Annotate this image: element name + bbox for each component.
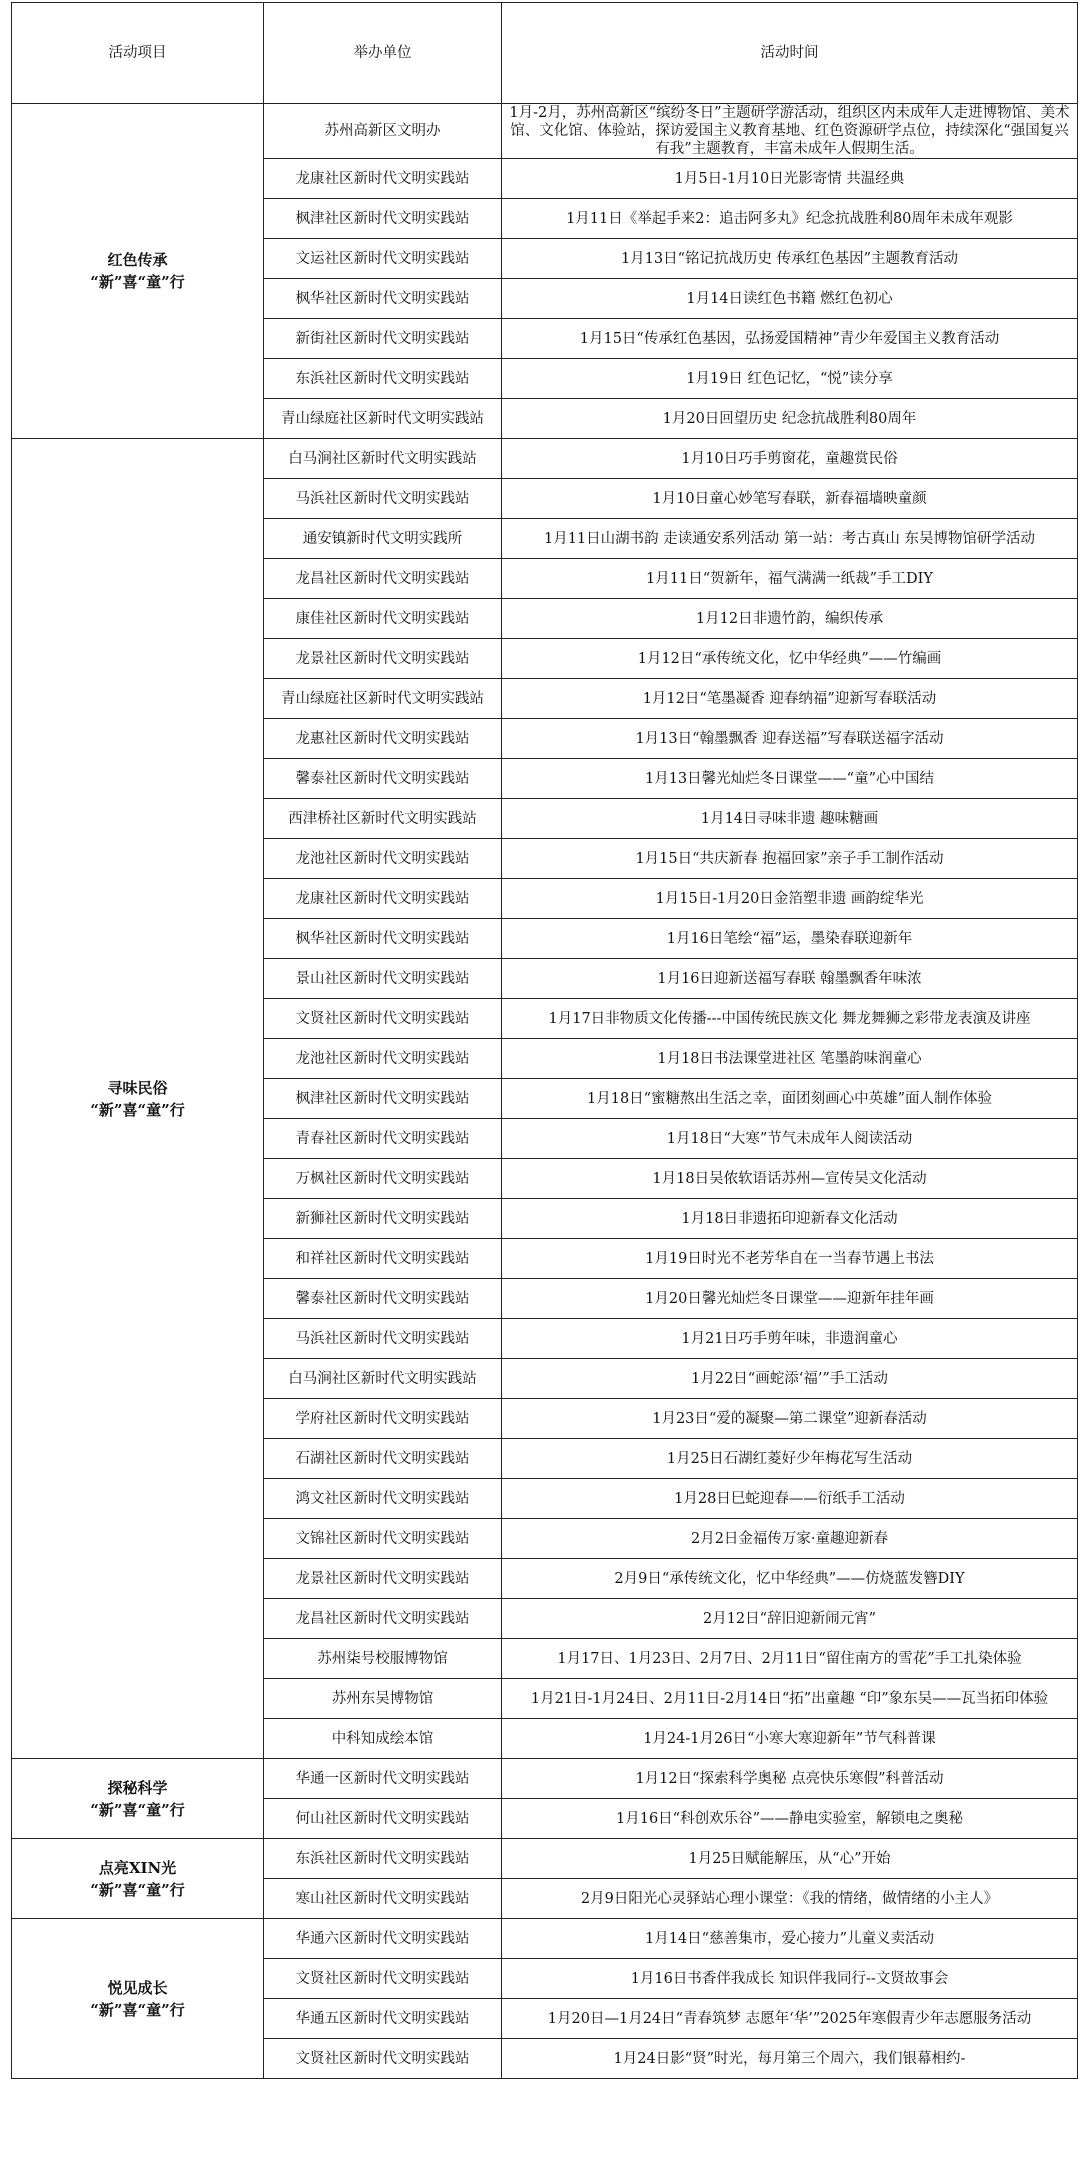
table-row [12, 1839, 1078, 1879]
organizer-cell: 学府社区新时代文明实践站 [264, 1399, 502, 1439]
activity-detail-cell: 1月10日童心妙笔写春联，新春福墙映童颜 [502, 479, 1078, 519]
activity-detail-cell: 1月18日非遗拓印迎新春文化活动 [502, 1199, 1078, 1239]
activity-detail-cell: 1月12日“探索科学奥秘 点亮快乐寒假”科普活动 [502, 1759, 1078, 1799]
category-title: 红色传承 [107, 251, 168, 269]
activity-detail-cell: 1月22日“画蛇添‘福’”手工活动 [502, 1359, 1078, 1399]
organizer-cell: 中科知成绘本馆 [264, 1719, 502, 1759]
organizer-cell: 东浜社区新时代文明实践站 [264, 1839, 502, 1879]
activity-detail-cell: 1月12日非遗竹韵，编织传承 [502, 599, 1078, 639]
activity-detail-cell: 2月2日金福传万家·童趣迎新春 [502, 1519, 1078, 1559]
activity-detail-cell: 1月13日“翰墨飘香 迎春送福”写春联送福字活动 [502, 719, 1078, 759]
organizer-cell: 苏州高新区文明办 [264, 104, 502, 159]
organizer-cell: 东浜社区新时代文明实践站 [264, 359, 502, 399]
activity-detail-cell: 1月5日-1月10日光影寄情 共温经典 [502, 159, 1078, 199]
organizer-cell: 枫津社区新时代文明实践站 [264, 199, 502, 239]
activity-detail-cell: 1月18日书法课堂进社区 笔墨韵味润童心 [502, 1039, 1078, 1079]
activity-detail-cell: 1月13日馨光灿烂冬日课堂——“童”心中国结 [502, 759, 1078, 799]
category-subtitle: “新”喜“童”行 [90, 2000, 185, 2019]
organizer-cell: 华通六区新时代文明实践站 [264, 1919, 502, 1959]
organizer-cell: 枫华社区新时代文明实践站 [264, 279, 502, 319]
activity-detail-cell: 1月20日馨光灿烂冬日课堂——迎新年挂年画 [502, 1279, 1078, 1319]
organizer-cell: 龙池社区新时代文明实践站 [264, 839, 502, 879]
activity-category [12, 1839, 264, 1919]
activity-detail-cell: 1月14日读红色书籍 燃红色初心 [502, 279, 1078, 319]
activity-detail-cell: 1月28日巳蛇迎春——衍纸手工活动 [502, 1479, 1078, 1519]
activity-detail-cell: 1月16日书香伴我成长 知识伴我同行--文贤故事会 [502, 1959, 1078, 1999]
organizer-cell: 枫华社区新时代文明实践站 [264, 919, 502, 959]
organizer-cell: 馨泰社区新时代文明实践站 [264, 759, 502, 799]
activity-detail-cell: 1月24日影“贤”时光，每月第三个周六，我们银幕相约- [502, 2039, 1078, 2079]
activity-detail-cell: 1月18日“大寒”节气未成年人阅读活动 [502, 1119, 1078, 1159]
category-title: 寻味民俗 [107, 1078, 168, 1097]
organizer-cell: 馨泰社区新时代文明实践站 [264, 1279, 502, 1319]
activity-detail-cell: 1月15日“传承红色基因，弘扬爱国精神”青少年爱国主义教育活动 [502, 319, 1078, 359]
category-title: 点亮XIN光 [98, 1858, 177, 1877]
activity-detail-cell: 1月21日巧手剪年味，非遗润童心 [502, 1319, 1078, 1359]
activity-detail-cell: 1月17日非物质文化传播---中国传统民族文化 舞龙舞狮之彩带龙表演及讲座 [502, 999, 1078, 1039]
activity-detail-cell: 2月9日“承传统文化，忆中华经典”——仿烧蓝发簪DIY [502, 1559, 1078, 1599]
header-organizer: 举办单位 [264, 3, 502, 104]
activity-table [11, 2, 1078, 2079]
table-body [12, 104, 1078, 2079]
organizer-cell: 景山社区新时代文明实践站 [264, 959, 502, 999]
category-subtitle: “新”喜“童”行 [90, 273, 185, 291]
category-title: 悦见成长 [107, 1978, 168, 1997]
activity-detail-cell: 1月16日笔绘“福”运，墨染春联迎新年 [502, 919, 1078, 959]
organizer-cell: 青山绿庭社区新时代文明实践站 [264, 679, 502, 719]
activity-detail-cell: 1月18日吴侬软语话苏州—宣传吴文化活动 [502, 1159, 1078, 1199]
activity-category [12, 104, 264, 439]
activity-category [12, 1759, 264, 1839]
organizer-cell: 白马涧社区新时代文明实践站 [264, 439, 502, 479]
category-subtitle: “新”喜“童”行 [90, 1100, 185, 1119]
activity-detail-cell: 1月12日“笔墨凝香 迎春纳福”迎新写春联活动 [502, 679, 1078, 719]
organizer-cell: 文运社区新时代文明实践站 [264, 239, 502, 279]
organizer-cell: 龙康社区新时代文明实践站 [264, 879, 502, 919]
activity-detail-cell: 1月16日迎新送福写春联 翰墨飘香年味浓 [502, 959, 1078, 999]
organizer-cell: 和祥社区新时代文明实践站 [264, 1239, 502, 1279]
activity-detail-cell: 1月11日“贺新年，福气满满一纸裁”手工DIY [502, 559, 1078, 599]
organizer-cell: 龙景社区新时代文明实践站 [264, 1559, 502, 1599]
activity-detail-cell: 1月11日山湖书韵 走读通安系列活动 第一站：考古真山 东吴博物馆研学活动 [502, 519, 1078, 559]
organizer-cell: 青山绿庭社区新时代文明实践站 [264, 399, 502, 439]
organizer-cell: 何山社区新时代文明实践站 [264, 1799, 502, 1839]
activity-detail-cell: 1月23日“爱的凝聚—第二课堂”迎新春活动 [502, 1399, 1078, 1439]
organizer-cell: 西津桥社区新时代文明实践站 [264, 799, 502, 839]
activity-detail-cell: 1月15日-1月20日金箔塑非遗 画韵绽华光 [502, 879, 1078, 919]
table-header-row [12, 3, 1078, 104]
activity-detail-cell: 1月14日“慈善集市，爱心接力”儿童义卖活动 [502, 1919, 1078, 1959]
activity-detail-cell: 1月14日寻味非遗 趣味糖画 [502, 799, 1078, 839]
organizer-cell: 华通五区新时代文明实践站 [264, 1999, 502, 2039]
organizer-cell: 龙昌社区新时代文明实践站 [264, 559, 502, 599]
activity-category [12, 439, 264, 1759]
organizer-cell: 康佳社区新时代文明实践站 [264, 599, 502, 639]
activity-detail-cell: 1月19日 红色记忆，“悦”读分享 [502, 359, 1078, 399]
organizer-cell: 鸿文社区新时代文明实践站 [264, 1479, 502, 1519]
activity-detail-cell: 2月9日阳光心灵驿站心理小课堂：《我的情绪，做情绪的小主人》 [502, 1879, 1078, 1919]
header-activity-time: 活动时间 [502, 3, 1078, 104]
header-activity-item: 活动项目 [12, 3, 264, 104]
organizer-cell: 文锦社区新时代文明实践站 [264, 1519, 502, 1559]
organizer-cell: 文贤社区新时代文明实践站 [264, 2039, 502, 2079]
table-row [12, 439, 1078, 479]
organizer-cell: 文贤社区新时代文明实践站 [264, 999, 502, 1039]
organizer-cell: 通安镇新时代文明实践所 [264, 519, 502, 559]
table-row [12, 104, 1078, 159]
activity-category [12, 1919, 264, 2079]
activity-detail-cell: 1月19日时光不老芳华自在一当春节遇上书法 [502, 1239, 1078, 1279]
table-row [12, 1759, 1078, 1799]
table-row [12, 1919, 1078, 1959]
activity-detail-cell: 1月20日—1月24日“青春筑梦 志愿年‘华’”2025年寒假青少年志愿服务活动 [502, 1999, 1078, 2039]
organizer-cell: 龙惠社区新时代文明实践站 [264, 719, 502, 759]
activity-detail-cell: 1月20日回望历史 纪念抗战胜利80周年 [502, 399, 1078, 439]
organizer-cell: 白马涧社区新时代文明实践站 [264, 1359, 502, 1399]
organizer-cell: 新街社区新时代文明实践站 [264, 319, 502, 359]
activity-detail-cell: 1月18日“蜜糖熬出生活之幸，面团刻画心中英雄”面人制作体验 [502, 1079, 1078, 1119]
activity-detail-cell: 1月13日“铭记抗战历史 传承红色基因”主题教育活动 [502, 239, 1078, 279]
organizer-cell: 新狮社区新时代文明实践站 [264, 1199, 502, 1239]
organizer-cell: 青春社区新时代文明实践站 [264, 1119, 502, 1159]
organizer-cell: 文贤社区新时代文明实践站 [264, 1959, 502, 1999]
organizer-cell: 马浜社区新时代文明实践站 [264, 1319, 502, 1359]
organizer-cell: 枫津社区新时代文明实践站 [264, 1079, 502, 1119]
activity-detail-cell: 1月25日石湖红菱好少年梅花写生活动 [502, 1439, 1078, 1479]
organizer-cell: 龙昌社区新时代文明实践站 [264, 1599, 502, 1639]
organizer-cell: 龙景社区新时代文明实践站 [264, 639, 502, 679]
organizer-cell: 龙康社区新时代文明实践站 [264, 159, 502, 199]
organizer-cell: 苏州柒号校服博物馆 [264, 1639, 502, 1679]
activity-detail-cell: 1月25日赋能解压，从“心”开始 [502, 1839, 1078, 1879]
organizer-cell: 马浜社区新时代文明实践站 [264, 479, 502, 519]
activity-detail-cell: 1月16日“科创欢乐谷”——静电实验室，解锁电之奥秘 [502, 1799, 1078, 1839]
activity-detail-cell: 1月21日-1月24日、2月11日-2月14日“拓”出童趣 “印”象东吴——瓦当拓印体验 [502, 1679, 1078, 1719]
organizer-cell: 寒山社区新时代文明实践站 [264, 1879, 502, 1919]
category-subtitle: “新”喜“童”行 [90, 1880, 185, 1899]
category-subtitle: “新”喜“童”行 [90, 1800, 185, 1819]
activity-detail-cell: 1月11日《举起手来2：追击阿多丸》纪念抗战胜利80周年未成年观影 [502, 199, 1078, 239]
organizer-cell: 华通一区新时代文明实践站 [264, 1759, 502, 1799]
category-title: 探秘科学 [107, 1778, 168, 1797]
organizer-cell: 万枫社区新时代文明实践站 [264, 1159, 502, 1199]
activity-detail-cell: 1月17日、1月23日、2月7日、2月11日“留住南方的雪花”手工扎染体验 [502, 1639, 1078, 1679]
activity-detail-cell: 1月24-1月26日“小寒大寒迎新年”节气科普课 [502, 1719, 1078, 1759]
organizer-cell: 石湖社区新时代文明实践站 [264, 1439, 502, 1479]
activity-detail-cell: 1月10日巧手剪窗花，童趣赏民俗 [502, 439, 1078, 479]
activity-detail-cell: 1月12日“承传统文化，忆中华经典”——竹编画 [502, 639, 1078, 679]
organizer-cell: 苏州东吴博物馆 [264, 1679, 502, 1719]
activity-detail-cell: 2月12日“辞旧迎新闹元宵” [502, 1599, 1078, 1639]
organizer-cell: 龙池社区新时代文明实践站 [264, 1039, 502, 1079]
activity-detail-cell: 1月15日“共庆新春 抱福回家”亲子手工制作活动 [502, 839, 1078, 879]
activity-detail-cell: 1月-2月，苏州高新区“缤纷冬日”主题研学游活动，组织区内未成年人走进博物馆、美术馆、文化馆、体验站，探访爱国主义教育基地、红色资源研学点位，持续深化“强国复兴有我”主题教育，丰富未成年人假期生活。 [502, 104, 1078, 159]
